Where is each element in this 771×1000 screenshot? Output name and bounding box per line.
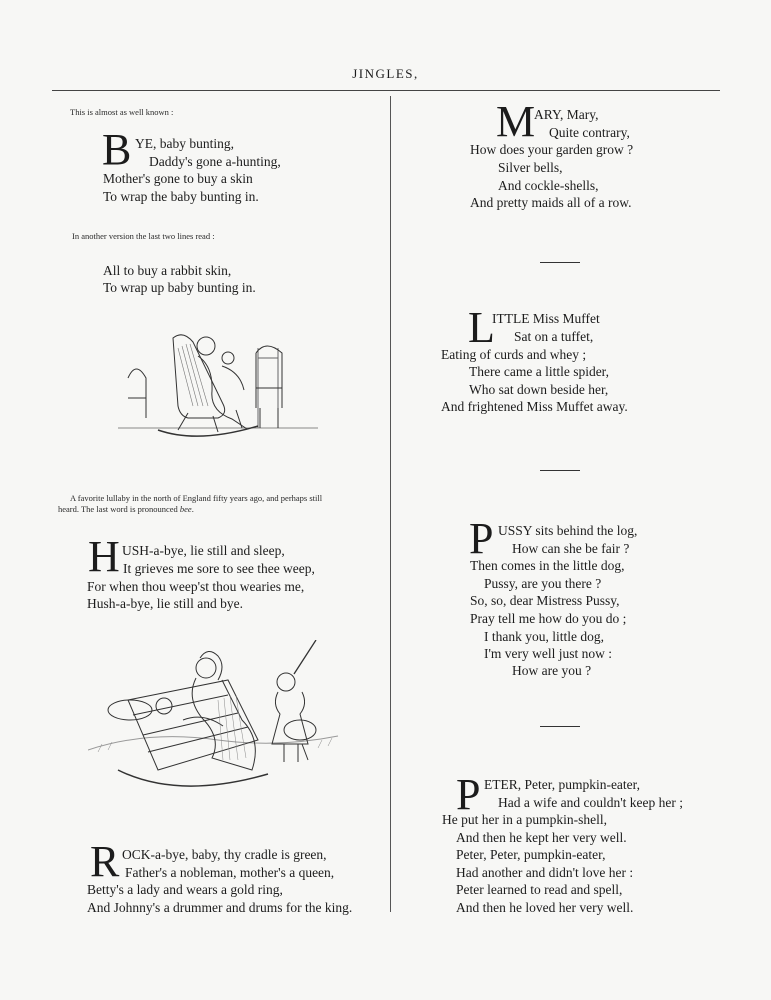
cradle-illustration	[88, 640, 344, 805]
version-note: In another version the last two lines read :	[72, 231, 215, 241]
drop-cap: P	[456, 770, 481, 819]
verse-line: Pussy, are you there ?	[484, 576, 602, 591]
verse-line: Pray tell me how do you do ;	[470, 611, 627, 626]
verse-line: Silver bells,	[498, 160, 563, 175]
verse-line: Peter, Peter, pumpkin-eater,	[456, 847, 606, 862]
page-title: JINGLES,	[352, 66, 419, 81]
verse-line: Had a wife and couldn't keep her ;	[498, 795, 683, 810]
verse-line: And then he kept her very well.	[456, 830, 627, 845]
verse-line: Betty's a lady and wears a gold ring,	[87, 882, 283, 897]
verse-line: OCK-a-bye, baby, thy cradle is green,	[122, 847, 327, 862]
verse-line: Sat on a tuffet,	[514, 329, 594, 344]
drop-cap: R	[90, 837, 120, 886]
verse-line: USSY sits behind the log,	[498, 523, 638, 538]
poem-separator	[540, 470, 580, 471]
verse-line: How are you ?	[512, 663, 592, 678]
rocking-chair-illustration	[118, 318, 318, 446]
drop-cap: P	[469, 514, 494, 563]
verse-line: Daddy's gone a-hunting,	[149, 154, 281, 169]
verse-line: And cockle-shells,	[498, 178, 599, 193]
verse-line: So, so, dear Mistress Pussy,	[470, 593, 620, 608]
note-period: .	[191, 504, 194, 514]
verse-line: Then comes in the little dog,	[470, 558, 625, 573]
verse-line: YE, baby bunting,	[135, 136, 234, 151]
verse-line: For when thou weep'st thou wearies me,	[87, 579, 305, 594]
intro-note: This is almost as well known :	[70, 107, 174, 117]
verse-line: It grieves me sore to see thee weep,	[123, 561, 315, 576]
poem-separator	[540, 726, 580, 727]
verse-line: He put her in a pumpkin-shell,	[442, 812, 607, 827]
lullaby-note	[58, 493, 390, 515]
verse-line: Mother's gone to buy a skin	[103, 171, 253, 186]
column-divider	[390, 96, 391, 912]
header-rule	[52, 90, 720, 91]
verse-line: How does your garden grow ?	[470, 142, 634, 157]
lullaby-note-text: A favorite lullaby in the north of England fifty years ago, and perhaps still	[70, 493, 323, 503]
verse-line: Who sat down beside her,	[469, 382, 609, 397]
verse-line: Father's a nobleman, mother's a queen,	[125, 865, 335, 880]
verse-line: And then he loved her very well.	[456, 900, 634, 915]
verse-line: Eating of curds and whey ;	[441, 347, 587, 362]
pronunciation-word: bee	[179, 504, 192, 514]
verse-line: I'm very well just now :	[484, 646, 613, 661]
drop-cap: B	[102, 125, 132, 174]
lullaby-note-text-2: heard. The last word is pronounced	[58, 504, 180, 514]
verse-line: All to buy a rabbit skin,	[103, 263, 232, 278]
verse-line: ETER, Peter, pumpkin-eater,	[484, 777, 640, 792]
drop-cap: L	[468, 303, 495, 352]
verse-line: ITTLE Miss Muffet	[492, 311, 600, 326]
verse-line: Quite contrary,	[549, 125, 630, 140]
verse-line: And pretty maids all of a row.	[470, 195, 632, 210]
verse-line: Had another and didn't love her :	[456, 865, 634, 880]
verse-line: I thank you, little dog,	[484, 629, 604, 644]
verse-line: And frightened Miss Muffet away.	[441, 399, 628, 414]
verse-line: And Johnny's a drummer and drums for the king.	[87, 900, 353, 915]
poem-separator	[540, 262, 580, 263]
verse-line: USH-a-bye, lie still and sleep,	[122, 543, 285, 558]
verse-line: ARY, Mary,	[534, 107, 599, 122]
verse-line: How can she be fair ?	[512, 541, 630, 556]
verse-line: Hush-a-bye, lie still and bye.	[87, 596, 243, 611]
drop-cap: H	[88, 532, 120, 581]
drop-cap: M	[496, 97, 536, 146]
verse-line: Peter learned to read and spell,	[456, 882, 623, 897]
verse-line: There came a little spider,	[469, 364, 610, 379]
verse-line: To wrap the baby bunting in.	[103, 189, 259, 204]
verse-line: To wrap up baby bunting in.	[103, 280, 256, 295]
